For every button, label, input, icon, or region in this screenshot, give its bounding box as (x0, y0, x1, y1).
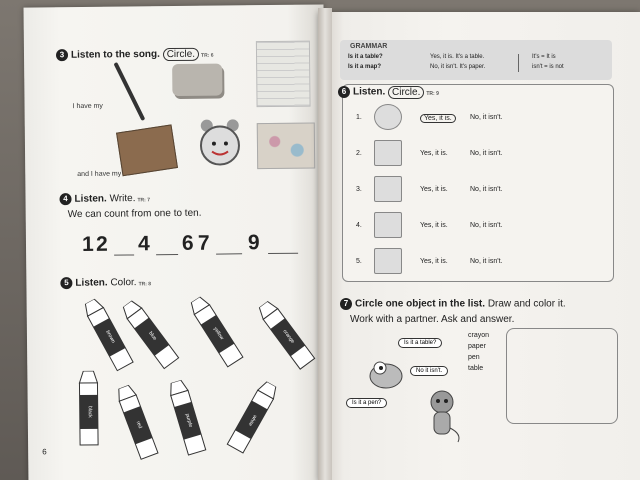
seq-6: 6 (181, 231, 194, 255)
crayon-label: orange (281, 328, 296, 345)
answer-no[interactable]: No, it isn't. (470, 150, 503, 157)
ex5-subtitle: Color. (110, 277, 137, 289)
seq-2: 2 (95, 232, 108, 256)
crayon-label: black (86, 406, 93, 418)
table-icon (374, 176, 402, 202)
ex5-number: 5 (60, 277, 72, 289)
ex6-title: Listen. (353, 86, 386, 98)
list-item[interactable]: paper (468, 343, 486, 350)
answer-no[interactable]: No, it isn't. (470, 186, 503, 193)
grammar-divider (518, 54, 519, 72)
answer-yes[interactable]: Yes, it is. (420, 258, 448, 265)
ex5-track: TR: 8 (138, 280, 152, 288)
grammar-question-2: Is it a map? (348, 64, 382, 70)
ex7-title-rest: Draw and color it. (487, 298, 566, 310)
drawing-box[interactable] (506, 328, 618, 424)
answer-no[interactable]: No, it isn't. (470, 222, 503, 229)
grammar-answer-1: Yes, it is. It's a table. (430, 54, 485, 60)
seq-1: 1 (81, 232, 94, 256)
crayon-label: yellow (212, 326, 225, 342)
crayon-white (225, 379, 281, 456)
contraction-2: isn't = is not (532, 64, 564, 70)
crayon-label: blue (147, 330, 158, 342)
ex3-track: TR: 6 (201, 52, 214, 59)
crayon-label: red (134, 420, 143, 430)
ex5-title: Listen. (75, 277, 108, 289)
ex4-subtitle: Write. (109, 193, 136, 205)
seq-4: 4 (137, 232, 150, 256)
grammar-answer-2: No, it isn't. It's paper. (430, 64, 486, 70)
ex6-heading (338, 86, 439, 98)
seq-9: 9 (247, 231, 260, 255)
speech-bubble-3: Is it a pen? (346, 398, 387, 408)
chameleon-icon (366, 350, 406, 394)
ex6-track: TR: 9 (426, 90, 439, 97)
list-item[interactable]: table (468, 365, 484, 372)
ex6-row-number: 3. (356, 186, 362, 193)
paper-icon (374, 248, 402, 274)
speech-bubble-1: Is it a table? (398, 338, 442, 348)
answer-yes[interactable]: Yes, it is. (420, 222, 448, 229)
crayon-orange (254, 298, 317, 372)
crayon-purple (165, 378, 208, 457)
speech-bubble-2: No it isn't. (410, 366, 448, 376)
ex4-number: 4 (59, 193, 71, 205)
list-item[interactable]: pen (468, 354, 480, 361)
crayon-black (77, 371, 100, 447)
ex7-number: 7 (340, 298, 352, 310)
seq-7: 7 (197, 231, 210, 255)
clock-icon (374, 104, 402, 130)
pen-icon (374, 140, 402, 166)
grammar-label: GRAMMAR (350, 43, 388, 50)
ex6-circle-word: Circle. (388, 86, 424, 99)
answer-yes[interactable]: Yes, it is. (420, 150, 448, 157)
crayon-label: purple (183, 412, 194, 429)
ex6-number: 6 (338, 86, 350, 98)
ex6-row-number: 4. (356, 222, 362, 229)
ex3-circle-word: Circle. (163, 47, 199, 60)
ex3-line1: I have my (72, 102, 103, 111)
crayon-label: white (246, 413, 258, 427)
crayon-red (113, 383, 160, 462)
ex6-row-number: 5. (356, 258, 362, 265)
crayon-area (24, 4, 329, 480)
ex6-row-number: 1. (356, 114, 362, 121)
contraction-1: It's = It is (532, 54, 556, 60)
laptop-icon (374, 212, 402, 238)
crayon-label: brown (104, 329, 117, 345)
monkey-icon (420, 388, 464, 444)
left-page (24, 4, 329, 480)
ex3-number: 3 (56, 49, 68, 61)
ex4-track: TR: 7 (137, 196, 151, 204)
ex7-title: Circle one object in the list. (355, 298, 486, 310)
ex7-line2: Work with a partner. Ask and answer. (350, 314, 515, 325)
ex7-heading (340, 298, 566, 310)
ex6-row-number: 2. (356, 150, 362, 157)
answer-yes[interactable]: Yes, it is. (420, 114, 456, 123)
crayon-yellow (186, 294, 245, 370)
answer-yes[interactable]: Yes, it is. (420, 186, 448, 193)
list-item[interactable]: crayon (468, 332, 490, 339)
page-number: 6 (42, 447, 47, 457)
ex4-title: Listen. (74, 193, 107, 205)
book-spine (318, 8, 332, 480)
grammar-question-1: Is it a table? (348, 54, 383, 60)
grammar-box (340, 40, 612, 80)
answer-no[interactable]: No, it isn't. (470, 258, 503, 265)
answer-no[interactable]: No, it isn't. (470, 114, 503, 121)
ex3-line2: and I have my (77, 170, 122, 179)
ex3-title: Listen to the song. (70, 48, 160, 61)
ex4-sentence: We can count from one to ten. (67, 207, 202, 221)
